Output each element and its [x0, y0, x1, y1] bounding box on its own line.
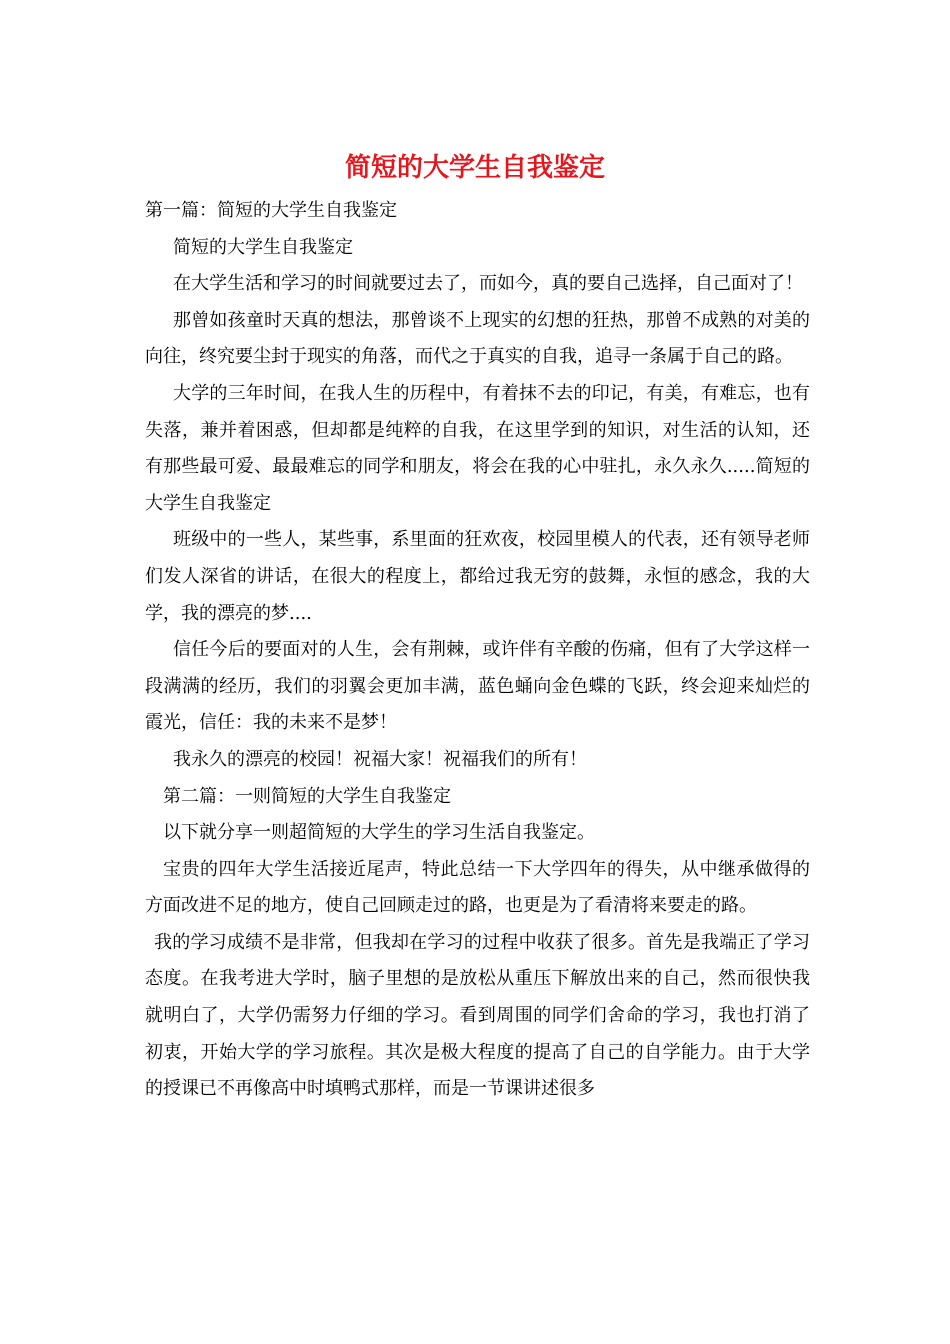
section-heading-2: 第二篇：一则简短的大学生自我鉴定 — [163, 785, 451, 807]
document-title: 简短的大学生自我鉴定 — [344, 153, 605, 183]
paragraph: 以下就分享一则超简短的大学生的学习生活自我鉴定。 — [163, 822, 595, 844]
paragraph: 班级中的一些人，某些事，系里面的狂欢夜，校园里模人的代表，还有领导老师们发人深省的讲话，在很大的程度上，都给过我无穷的鼓舞，永恒的感念，我的大学，我的漂亮的梦.... — [145, 529, 810, 624]
document-body — [145, 193, 810, 1108]
paragraph: 信任今后的要面对的人生，会有荆棘，或许伴有辛酸的伤痛，但有了大学这样一段满满的经历，我们的羽翼会更加丰满，蓝色蛹向金色蝶的飞跃，终会迎来灿烂的霞光，信任：我的未来不是梦！ — [145, 639, 810, 734]
paragraph: 大学的三年时间，在我人生的历程中，有着抹不去的印记，有美，有难忘，也有失落，兼并着困惑，但却都是纯粹的自我，在这里学到的知识，对生活的认知，还有那些最可爱、最最难忘的同学和朋友，将会在我的心中驻扎，永久永久.....简短的大学生自我鉴定 — [145, 382, 810, 514]
paragraph: 在大学生活和学习的时间就要过去了，而如今，真的要自己选择，自己面对了！ — [173, 273, 803, 295]
subheading: 简短的大学生自我鉴定 — [173, 236, 353, 258]
paragraph: 我永久的漂亮的校园！祝福大家！祝福我们的所有！ — [173, 748, 587, 770]
paragraph: 宝贵的四年大学生活接近尾声，特此总结一下大学四年的得失，从中继承做得的方面改进不足的地方，使自己回顾走过的路，也更是为了看清将来要走的路。 — [145, 858, 810, 917]
paragraph: 那曾如孩童时天真的想法，那曾谈不上现实的幻想的狂热，那曾不成熟的对美的向往，终究要尘封于现实的角落，而代之于真实的自我，追寻一条属于自己的路。 — [145, 309, 810, 368]
paragraph: 我的学习成绩不是非常，但我却在学习的过程中收获了很多。首先是我端正了学习态度。在我考进大学时，脑子里想的是放松从重压下解放出来的自己，然而很快我就明白了，大学仍需努力仔细的学习。看到周围的同学们舍命的学习，我也打消了初衷，开始大学的学习旅程。其次是极大程度的提高了自己的自学能力。由于大学的授课已不再像高中时填鸭式那样，而是一节课讲述很多 — [145, 931, 810, 1100]
section-heading-1: 第一篇：简短的大学生自我鉴定 — [145, 200, 397, 221]
